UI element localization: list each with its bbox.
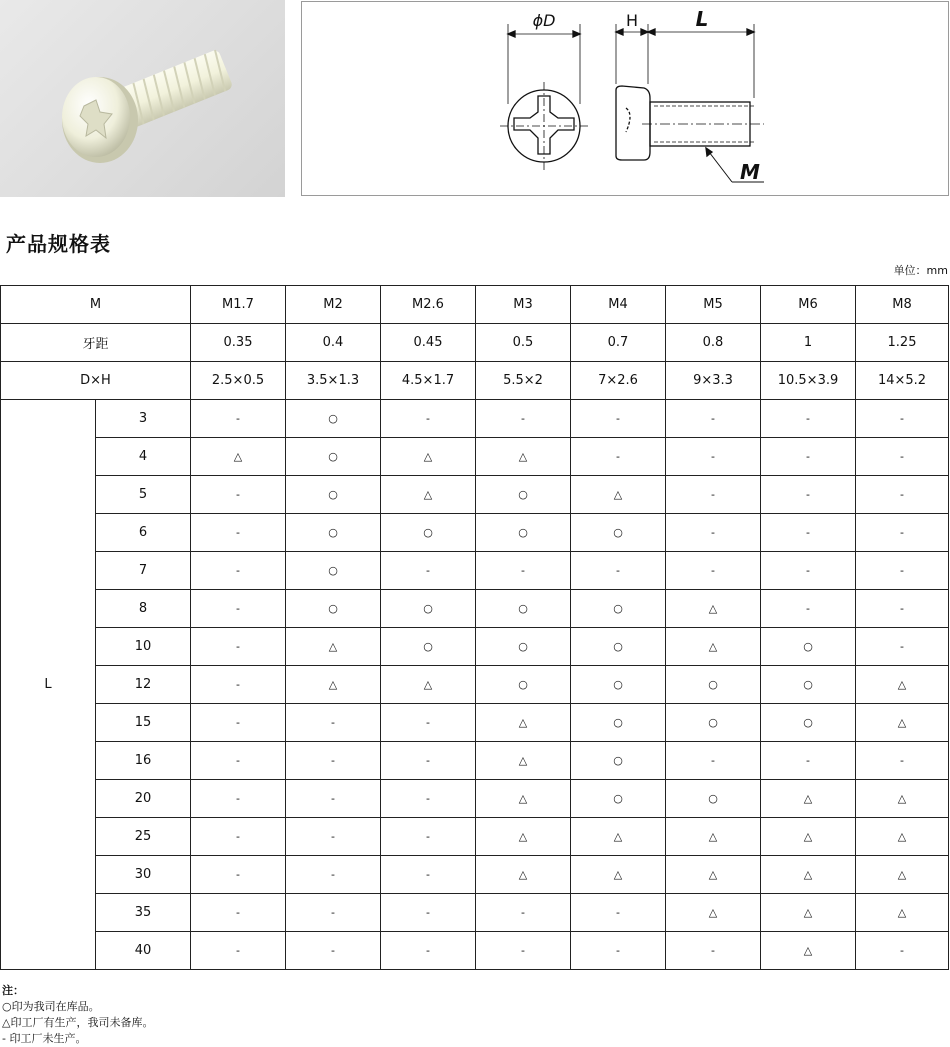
- pitch-cell: 1.25: [856, 324, 949, 362]
- size-cell: M8: [856, 286, 949, 324]
- availability-cell: △: [761, 856, 856, 894]
- length-group-label: L: [1, 400, 96, 970]
- spec-table: [0, 285, 949, 970]
- pitch-cell: 0.4: [286, 324, 381, 362]
- availability-cell: -: [286, 704, 381, 742]
- availability-cell: ○: [571, 628, 666, 666]
- availability-cell: -: [286, 932, 381, 970]
- size-cell: M2: [286, 286, 381, 324]
- availability-cell: △: [476, 742, 571, 780]
- length-row: [1, 552, 949, 590]
- length-value: 30: [96, 856, 191, 894]
- availability-cell: -: [761, 742, 856, 780]
- size-cell: M4: [571, 286, 666, 324]
- thread-label: M: [740, 160, 760, 184]
- length-row: [1, 932, 949, 970]
- length-row: [1, 628, 949, 666]
- length-row: [1, 400, 949, 438]
- height-label: H: [625, 11, 639, 30]
- availability-cell: -: [761, 476, 856, 514]
- availability-cell: -: [191, 704, 286, 742]
- pitch-row: [1, 324, 949, 362]
- availability-cell: -: [856, 476, 949, 514]
- availability-cell: -: [476, 400, 571, 438]
- availability-cell: -: [856, 552, 949, 590]
- availability-cell: -: [191, 514, 286, 552]
- length-value: 5: [96, 476, 191, 514]
- availability-cell: -: [856, 590, 949, 628]
- availability-cell: ○: [571, 704, 666, 742]
- availability-cell: -: [286, 818, 381, 856]
- availability-cell: -: [381, 552, 476, 590]
- product-photo: [0, 0, 285, 197]
- length-value: 20: [96, 780, 191, 818]
- size-cell: M3: [476, 286, 571, 324]
- availability-cell: ○: [381, 628, 476, 666]
- length-value: 25: [96, 818, 191, 856]
- availability-cell: ○: [286, 476, 381, 514]
- availability-cell: -: [476, 552, 571, 590]
- availability-cell: ○: [571, 742, 666, 780]
- size-header-row: [1, 286, 949, 324]
- unit-note: 单位：mm: [893, 264, 948, 277]
- dh-cell: 9×3.3: [666, 362, 761, 400]
- availability-cell: -: [666, 476, 761, 514]
- availability-cell: ○: [666, 780, 761, 818]
- availability-cell: -: [191, 628, 286, 666]
- availability-cell: -: [666, 742, 761, 780]
- availability-cell: -: [381, 704, 476, 742]
- availability-cell: -: [856, 742, 949, 780]
- availability-cell: △: [856, 666, 949, 704]
- availability-cell: -: [761, 400, 856, 438]
- length-value: 7: [96, 552, 191, 590]
- availability-cell: -: [666, 514, 761, 552]
- pitch-cell: 0.7: [571, 324, 666, 362]
- length-value: 10: [96, 628, 191, 666]
- availability-cell: △: [761, 894, 856, 932]
- dimension-drawing: [301, 1, 949, 196]
- availability-cell: △: [286, 628, 381, 666]
- availability-cell: -: [286, 780, 381, 818]
- availability-cell: △: [666, 894, 761, 932]
- spec-table-body: [1, 286, 949, 970]
- length-row: [1, 742, 949, 780]
- length-value: 8: [96, 590, 191, 628]
- length-value: 4: [96, 438, 191, 476]
- dh-cell: 14×5.2: [856, 362, 949, 400]
- availability-cell: ○: [286, 514, 381, 552]
- length-row: [1, 590, 949, 628]
- length-row: [1, 856, 949, 894]
- dh-cell: 4.5×1.7: [381, 362, 476, 400]
- length-row: [1, 704, 949, 742]
- head-front-view: [500, 24, 588, 170]
- availability-cell: -: [381, 818, 476, 856]
- availability-cell: △: [476, 856, 571, 894]
- availability-cell: △: [761, 818, 856, 856]
- length-value: 3: [96, 400, 191, 438]
- availability-cell: -: [191, 552, 286, 590]
- length-value: 35: [96, 894, 191, 932]
- length-label: L: [695, 7, 709, 31]
- availability-cell: ○: [476, 476, 571, 514]
- availability-cell: △: [571, 818, 666, 856]
- note-factory-produced: △印工厂有生产，我司未备库。: [2, 1016, 154, 1029]
- availability-cell: △: [761, 780, 856, 818]
- availability-cell: △: [666, 856, 761, 894]
- notes: [2, 983, 153, 1047]
- pitch-cell: 0.35: [191, 324, 286, 362]
- size-cell: M2.6: [381, 286, 476, 324]
- availability-cell: ○: [286, 552, 381, 590]
- availability-cell: -: [191, 590, 286, 628]
- screw-side-view: [616, 24, 764, 182]
- availability-cell: -: [666, 552, 761, 590]
- availability-cell: △: [381, 438, 476, 476]
- length-value: 40: [96, 932, 191, 970]
- availability-cell: ○: [476, 666, 571, 704]
- diameter-label: ϕD: [532, 11, 556, 30]
- availability-cell: -: [856, 514, 949, 552]
- pitch-cell: 0.45: [381, 324, 476, 362]
- availability-cell: ○: [761, 628, 856, 666]
- dh-row: [1, 362, 949, 400]
- length-value: 12: [96, 666, 191, 704]
- availability-cell: ○: [571, 590, 666, 628]
- length-row: [1, 818, 949, 856]
- availability-cell: -: [381, 780, 476, 818]
- dh-cell: 5.5×2: [476, 362, 571, 400]
- length-row: [1, 476, 949, 514]
- availability-cell: ○: [761, 704, 856, 742]
- availability-cell: -: [571, 400, 666, 438]
- availability-cell: -: [286, 894, 381, 932]
- page-title: 产品规格表: [6, 232, 111, 256]
- availability-cell: ○: [761, 666, 856, 704]
- availability-cell: -: [191, 742, 286, 780]
- availability-cell: -: [856, 400, 949, 438]
- availability-cell: △: [856, 704, 949, 742]
- pitch-cell: 0.8: [666, 324, 761, 362]
- length-row: [1, 438, 949, 476]
- availability-cell: -: [761, 514, 856, 552]
- availability-cell: -: [191, 476, 286, 514]
- dh-cell: 2.5×0.5: [191, 362, 286, 400]
- availability-cell: △: [476, 704, 571, 742]
- availability-cell: △: [666, 818, 761, 856]
- length-row: [1, 514, 949, 552]
- availability-cell: -: [191, 666, 286, 704]
- availability-cell: △: [856, 894, 949, 932]
- availability-cell: △: [666, 628, 761, 666]
- availability-cell: △: [666, 590, 761, 628]
- availability-cell: -: [761, 590, 856, 628]
- note-not-produced: - 印工厂未生产。: [2, 1032, 87, 1045]
- availability-cell: ○: [476, 628, 571, 666]
- availability-cell: -: [476, 932, 571, 970]
- availability-cell: △: [571, 856, 666, 894]
- length-value: 16: [96, 742, 191, 780]
- availability-cell: △: [286, 666, 381, 704]
- availability-cell: ○: [571, 514, 666, 552]
- availability-cell: △: [476, 438, 571, 476]
- availability-cell: -: [286, 856, 381, 894]
- length-row: [1, 780, 949, 818]
- availability-cell: ○: [666, 666, 761, 704]
- availability-cell: -: [381, 742, 476, 780]
- dh-label: D×H: [1, 362, 191, 400]
- availability-cell: △: [856, 780, 949, 818]
- availability-cell: -: [571, 894, 666, 932]
- dh-cell: 3.5×1.3: [286, 362, 381, 400]
- availability-cell: -: [191, 400, 286, 438]
- availability-cell: -: [666, 932, 761, 970]
- availability-cell: △: [761, 932, 856, 970]
- availability-cell: △: [856, 818, 949, 856]
- notes-title: 注：: [2, 984, 24, 997]
- nylon-screw-image: [0, 0, 285, 197]
- availability-cell: -: [381, 894, 476, 932]
- availability-cell: △: [856, 856, 949, 894]
- size-header-label: M: [1, 286, 191, 324]
- availability-cell: -: [666, 438, 761, 476]
- availability-cell: -: [856, 438, 949, 476]
- availability-cell: △: [191, 438, 286, 476]
- availability-cell: ○: [571, 666, 666, 704]
- availability-cell: △: [571, 476, 666, 514]
- availability-cell: -: [191, 818, 286, 856]
- availability-cell: ○: [571, 780, 666, 818]
- availability-cell: -: [666, 400, 761, 438]
- availability-cell: ○: [476, 590, 571, 628]
- length-row: [1, 666, 949, 704]
- availability-cell: ○: [381, 514, 476, 552]
- availability-cell: -: [191, 780, 286, 818]
- availability-cell: -: [381, 400, 476, 438]
- length-value: 6: [96, 514, 191, 552]
- availability-cell: -: [571, 438, 666, 476]
- availability-cell: ○: [286, 590, 381, 628]
- availability-cell: ○: [381, 590, 476, 628]
- availability-cell: -: [191, 894, 286, 932]
- length-value: 15: [96, 704, 191, 742]
- size-cell: M1.7: [191, 286, 286, 324]
- availability-cell: -: [381, 932, 476, 970]
- size-cell: M6: [761, 286, 856, 324]
- availability-cell: △: [381, 476, 476, 514]
- availability-cell: -: [761, 438, 856, 476]
- availability-cell: ○: [286, 438, 381, 476]
- length-row: [1, 894, 949, 932]
- pitch-cell: 0.5: [476, 324, 571, 362]
- availability-cell: △: [381, 666, 476, 704]
- dh-cell: 7×2.6: [571, 362, 666, 400]
- availability-cell: -: [761, 552, 856, 590]
- note-in-stock: ○印为我司在库品。: [2, 1000, 100, 1013]
- availability-cell: -: [476, 894, 571, 932]
- availability-cell: ○: [666, 704, 761, 742]
- pitch-cell: 1: [761, 324, 856, 362]
- dh-cell: 10.5×3.9: [761, 362, 856, 400]
- availability-cell: -: [571, 552, 666, 590]
- availability-cell: -: [571, 932, 666, 970]
- availability-cell: ○: [286, 400, 381, 438]
- availability-cell: ○: [476, 514, 571, 552]
- screw-dimension-diagram: [302, 2, 948, 195]
- availability-cell: -: [191, 856, 286, 894]
- availability-cell: -: [381, 856, 476, 894]
- availability-cell: △: [476, 818, 571, 856]
- availability-cell: -: [286, 742, 381, 780]
- size-cell: M5: [666, 286, 761, 324]
- availability-cell: △: [476, 780, 571, 818]
- availability-cell: -: [191, 932, 286, 970]
- pitch-label: 牙距: [1, 324, 191, 362]
- availability-cell: -: [856, 628, 949, 666]
- availability-cell: -: [856, 932, 949, 970]
